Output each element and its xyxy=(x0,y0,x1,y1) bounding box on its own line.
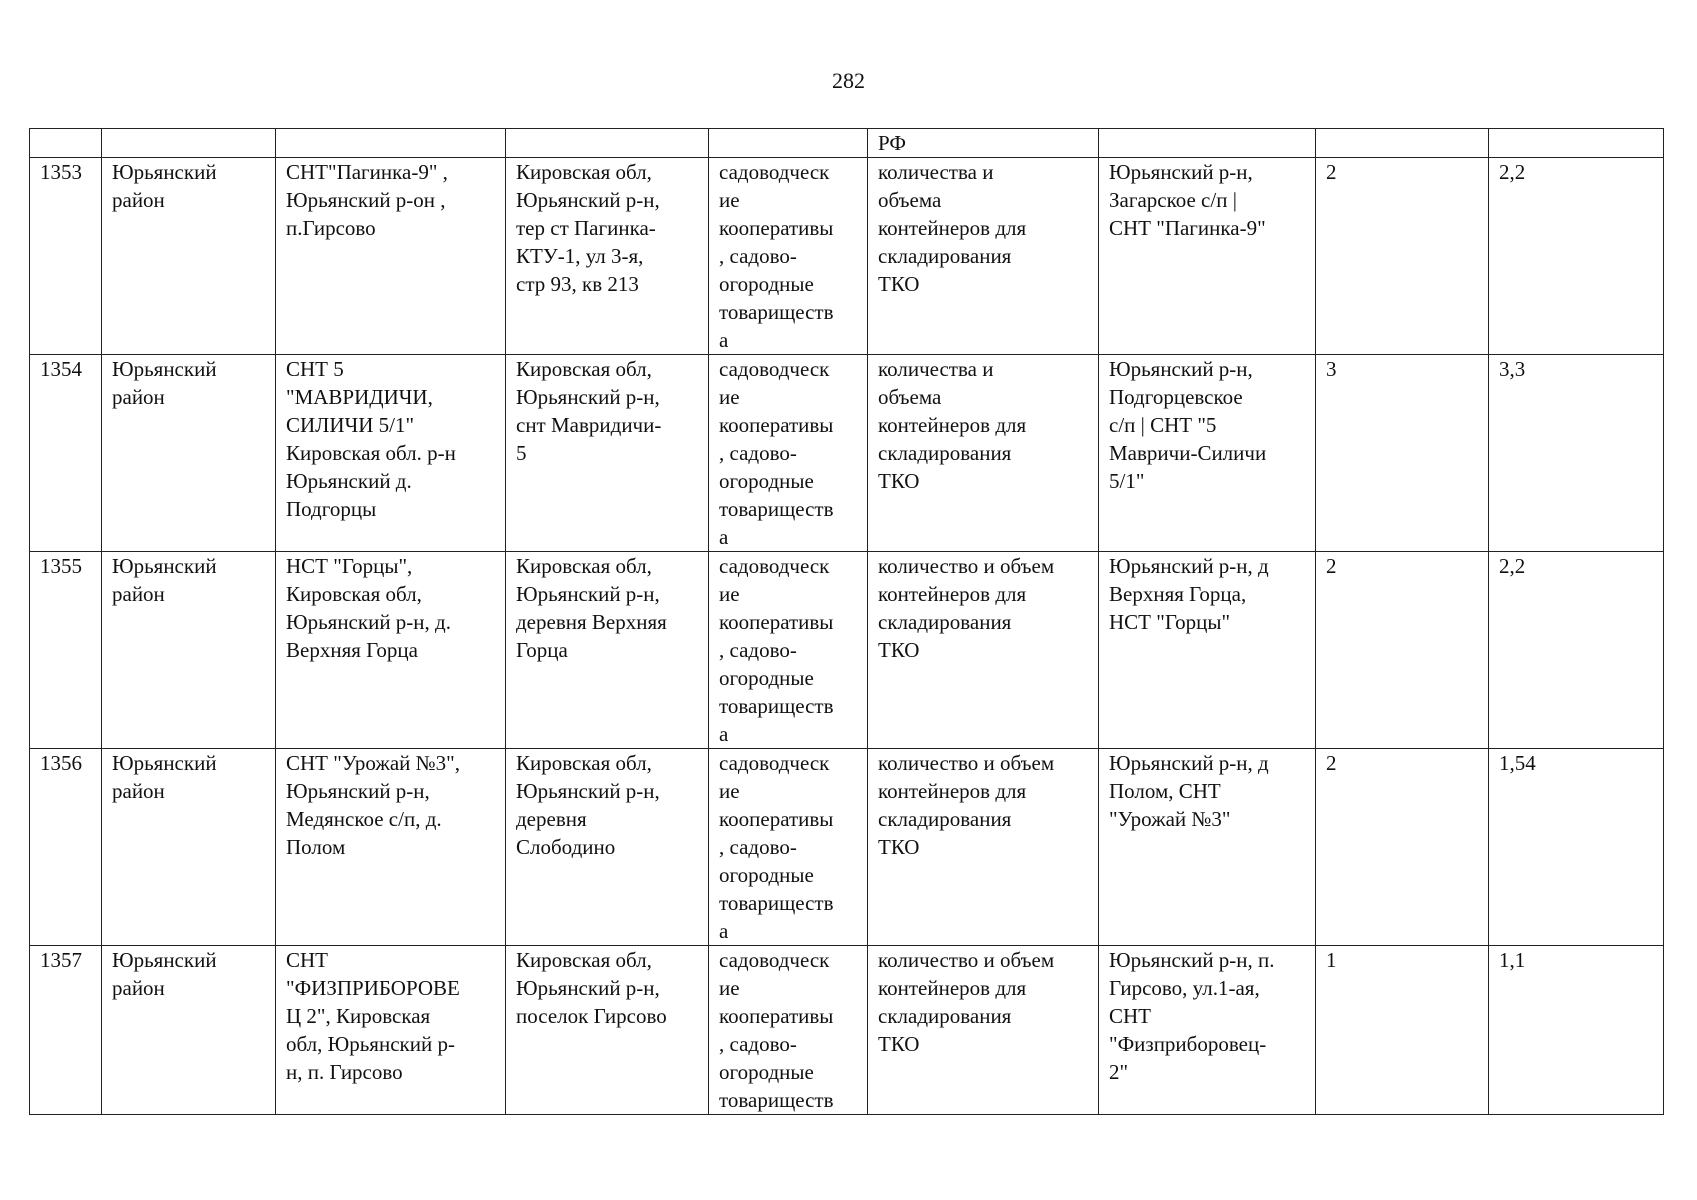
table-row xyxy=(30,749,1664,946)
cell-location: Юрьянский р-н, п. Гирсово, ул.1-ая, СНТ "Физприборовец- 2" xyxy=(1099,946,1316,1115)
cell-value: 3,3 xyxy=(1489,355,1664,552)
cell-name: СНТ"Пагинка-9" , Юрьянский р-он , п.Гирсово xyxy=(276,158,506,355)
cell-location xyxy=(1099,129,1316,158)
cell-count xyxy=(1316,129,1489,158)
cell-basis: количества и объема контейнеров для складирования ТКО xyxy=(868,158,1099,355)
table-row xyxy=(30,355,1664,552)
cell-basis: количества и объема контейнеров для складирования ТКО xyxy=(868,355,1099,552)
cell-num: 1356 xyxy=(30,749,102,946)
cell-district: Юрьянский район xyxy=(102,158,276,355)
cell-name: НСТ "Горцы", Кировская обл, Юрьянский р-н, д. Верхняя Горца xyxy=(276,552,506,749)
cell-count: 2 xyxy=(1316,552,1489,749)
cell-address: Кировская обл, Юрьянский р-н, деревня Слободино xyxy=(506,749,709,946)
cell-address: Кировская обл, Юрьянский р-н, тер ст Пагинка- КТУ-1, ул 3-я, стр 93, кв 213 xyxy=(506,158,709,355)
cell-name: СНТ 5 "МАВРИДИЧИ, СИЛИЧИ 5/1" Кировская обл. р-н Юрьянский д. Подгорцы xyxy=(276,355,506,552)
cell-address: Кировская обл, Юрьянский р-н, снт Мавридичи- 5 xyxy=(506,355,709,552)
cell-location: Юрьянский р-н, Загарское с/п | СНТ "Пагинка-9" xyxy=(1099,158,1316,355)
cell-address xyxy=(506,129,709,158)
cell-count: 3 xyxy=(1316,355,1489,552)
cell-count: 2 xyxy=(1316,158,1489,355)
cell-district xyxy=(102,129,276,158)
register-table xyxy=(29,128,1664,1115)
table-row xyxy=(30,552,1664,749)
cell-num: 1354 xyxy=(30,355,102,552)
cell-count: 2 xyxy=(1316,749,1489,946)
cell-name: СНТ "Урожай №3", Юрьянский р-н, Медянское с/п, д. Полом xyxy=(276,749,506,946)
table-row xyxy=(30,158,1664,355)
cell-count: 1 xyxy=(1316,946,1489,1115)
cell-num: 1357 xyxy=(30,946,102,1115)
cell-value xyxy=(1489,129,1664,158)
cell-type: садоводческ ие кооперативы , садово- огородные товариществ а xyxy=(709,749,868,946)
cell-district: Юрьянский район xyxy=(102,552,276,749)
cell-type: садоводческ ие кооперативы , садово- огородные товариществ а xyxy=(709,355,868,552)
table-row xyxy=(30,946,1664,1115)
cell-value: 1,54 xyxy=(1489,749,1664,946)
cell-type: садоводческ ие кооперативы , садово- огородные товариществ xyxy=(709,946,868,1115)
cell-district: Юрьянский район xyxy=(102,749,276,946)
cell-type: садоводческ ие кооперативы , садово- огородные товариществ а xyxy=(709,552,868,749)
cell-num: 1353 xyxy=(30,158,102,355)
cell-value: 1,1 xyxy=(1489,946,1664,1115)
cell-value: 2,2 xyxy=(1489,158,1664,355)
cell-basis: количество и объем контейнеров для складирования ТКО xyxy=(868,749,1099,946)
page-number: 282 xyxy=(832,68,865,93)
cell-address: Кировская обл, Юрьянский р-н, деревня Верхняя Горца xyxy=(506,552,709,749)
cell-type xyxy=(709,129,868,158)
cell-basis: количество и объем контейнеров для складирования ТКО xyxy=(868,946,1099,1115)
cell-basis: количество и объем контейнеров для складирования ТКО xyxy=(868,552,1099,749)
cell-type: садоводческ ие кооперативы , садово- огородные товариществ а xyxy=(709,158,868,355)
cell-address: Кировская обл, Юрьянский р-н, поселок Гирсово xyxy=(506,946,709,1115)
cell-num: 1355 xyxy=(30,552,102,749)
continuation-row xyxy=(30,129,1664,158)
cell-location: Юрьянский р-н, д Полом, СНТ "Урожай №3" xyxy=(1099,749,1316,946)
cell-value: 2,2 xyxy=(1489,552,1664,749)
cell-district: Юрьянский район xyxy=(102,946,276,1115)
cell-basis: РФ xyxy=(868,129,1099,158)
cell-name: СНТ "ФИЗПРИБОРОВЕ Ц 2", Кировская обл, Юрьянский р- н, п. Гирсово xyxy=(276,946,506,1115)
cell-district: Юрьянский район xyxy=(102,355,276,552)
cell-location: Юрьянский р-н, Подгорцевское с/п | СНТ "5 Мавричи-Силичи 5/1" xyxy=(1099,355,1316,552)
cell-name xyxy=(276,129,506,158)
cell-location: Юрьянский р-н, д Верхняя Горца, НСТ "Горцы" xyxy=(1099,552,1316,749)
cell-num xyxy=(30,129,102,158)
